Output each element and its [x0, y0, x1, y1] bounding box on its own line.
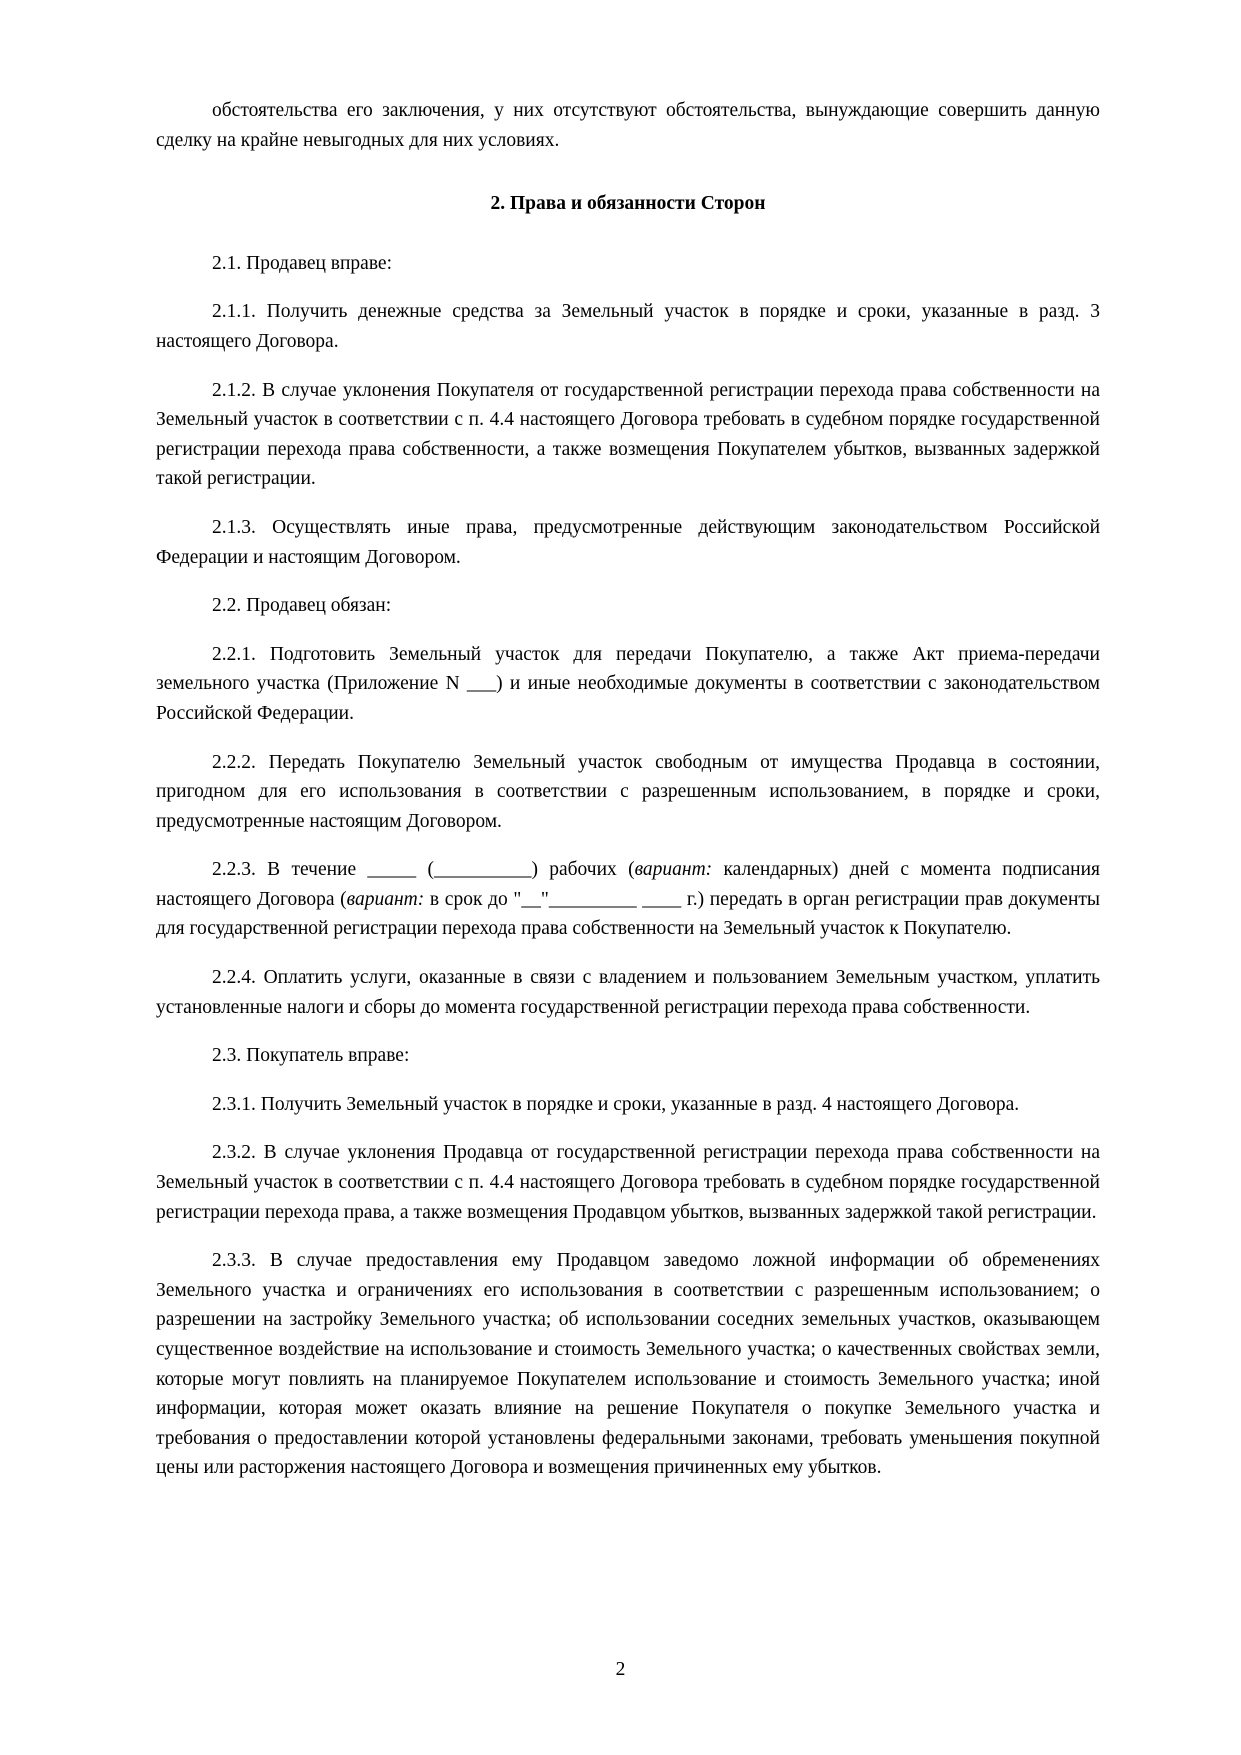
variant-marker: вариант: — [346, 888, 425, 910]
clause-2-3-1: 2.3.1. Получить Земельный участок в порядке и сроки, указанные в разд. 4 настоящего Договора. — [212, 1093, 1020, 1115]
clause-2-2: 2.2. Продавец обязан: — [212, 595, 392, 617]
page-number: 2 — [615, 1659, 626, 1680]
clause-text-run: в срок до "__"_________ ____ г.) передать в орган регистрации прав документы для государственной регистрации перехода права собственности на Земельный участок к Покупателю. — [156, 888, 1100, 940]
clause-2-1-2: 2.1.2. В случае уклонения Покупателя от государственной регистрации перехода права собственности на Земельный участок в соответствии с п. 4.4 настоящего Договора требовать в судебном порядке государственной регистрации перехода права собственности, а также возмещения Покупателем убытков, вызванных задержкой такой регистрации. — [156, 379, 1100, 490]
variant-marker: вариант: — [634, 859, 713, 881]
clause-2-2-3 — [156, 855, 1100, 944]
clause-2-2-4: 2.2.4. Оплатить услуги, оказанные в связи с владением и пользованием Земельным участком, уплатить установленные налоги и сборы до момента государственной регистрации перехода права собственности. — [156, 967, 1100, 1018]
section-heading: 2. Права и обязанности Сторон — [490, 193, 766, 215]
clause-2-3: 2.3. Покупатель вправе: — [212, 1045, 410, 1067]
document-body — [156, 96, 1100, 1483]
clause-text-run: 2.2.3. В течение _____ (__________) рабочих ( — [212, 859, 635, 881]
clause-2-1: 2.1. Продавец вправе: — [212, 252, 392, 274]
clause-2-2-1: 2.2.1. Подготовить Земельный участок для передачи Покупателю, а также Акт приема-передачи земельного участка (Приложение N ___) и иные необходимые документы в соответствии с законодательством Российской Федерации. — [156, 643, 1100, 724]
clause-2-3-2: 2.3.2. В случае уклонения Продавца от государственной регистрации перехода права собственности на Земельный участок в соответствии с п. 4.4 настоящего Договора требовать в судебном порядке государственной регистрации перехода права, а также возмещения Продавцом убытков, вызванных задержкой такой регистрации. — [156, 1142, 1100, 1223]
continued-paragraph: обстоятельства его заключения, у них отсутствуют обстоятельства, вынуждающие совершить данную сделку на крайне невыгодных для них условиях. — [156, 100, 1100, 151]
clause-2-1-1: 2.1.1. Получить денежные средства за Земельный участок в порядке и сроки, указанные в разд. 3 настоящего Договора. — [156, 301, 1100, 352]
clause-2-2-2: 2.2.2. Передать Покупателю Земельный участок свободным от имущества Продавца в состоянии, пригодном для его использования в соответствии с разрешенным использованием, в порядке и сроки, предусмотренные настоящим Договором. — [156, 751, 1100, 832]
clause-text-run: календарных) дней с момента подписания настоящего Договора ( — [156, 859, 1101, 910]
clause-2-3-3: 2.3.3. В случае предоставления ему Продавцом заведомо ложной информации об обременениях Земельного участка и ограничениях его использования в соответствии с разрешенным использованием; о разрешении на застройку Земельного участка; об использовании соседних земельных участков, оказывающем существенное воздействие на использование и стоимость Земельного участка; о качественных свойствах земли, которые могут повлиять на планируемое Покупателем использование и стоимость Земельного участка; иной информации, которая может оказать влияние на решение Покупателя о покупке Земельного участка и требования о предоставлении которой установлены федеральными законами, требовать уменьшения покупной цены или расторжения настоящего Договора и возмещения причиненных ему убытков. — [156, 1250, 1100, 1479]
clause-2-1-3: 2.1.3. Осуществлять иные права, предусмотренные действующим законодательством Российской Федерации и настоящим Договором. — [156, 516, 1100, 568]
